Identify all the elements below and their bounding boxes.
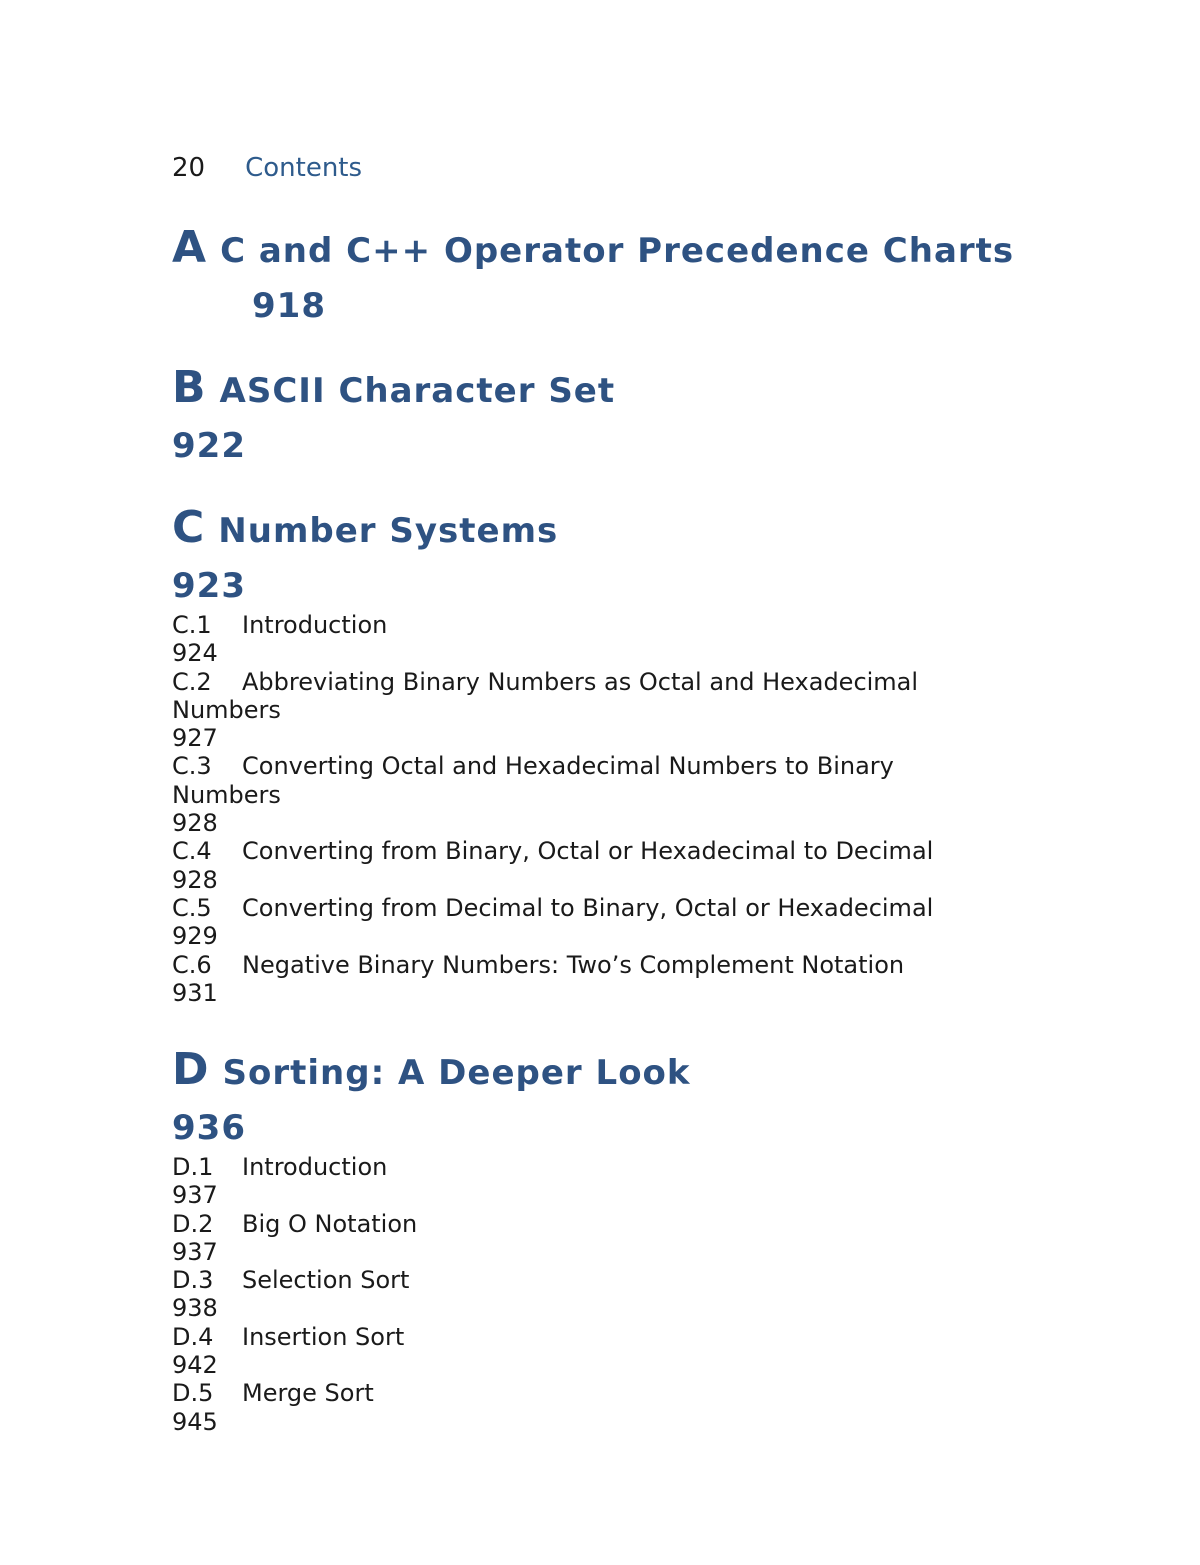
appendix-letter: C bbox=[172, 502, 205, 553]
section-title: Merge Sort bbox=[242, 1379, 374, 1408]
toc-entry-c2[interactable] bbox=[172, 668, 992, 753]
section-number: C.3 bbox=[172, 752, 212, 781]
appendix-c-sections bbox=[172, 611, 992, 1007]
toc-entry-d4[interactable] bbox=[172, 1323, 992, 1380]
section-page: 938 bbox=[172, 1294, 218, 1323]
toc-entry-d3[interactable] bbox=[172, 1266, 992, 1323]
page-number: 20 bbox=[172, 153, 206, 183]
appendix-title: Number Systems bbox=[218, 511, 559, 551]
section-number: C.2 bbox=[172, 667, 212, 696]
section-number: D.3 bbox=[172, 1266, 214, 1295]
appendix-letter: A bbox=[172, 222, 207, 273]
section-title: Converting Octal and Hexadecimal Numbers to Binary Numbers bbox=[172, 752, 894, 809]
section-page: 945 bbox=[172, 1407, 218, 1436]
section-title: Converting from Binary, Octal or Hexadecimal to Decimal bbox=[242, 837, 934, 866]
toc-entry-c4[interactable] bbox=[172, 837, 992, 894]
section-number: D.2 bbox=[172, 1209, 214, 1238]
appendix-d-page: 936 bbox=[172, 1108, 246, 1148]
appendix-d-heading[interactable] bbox=[172, 1044, 691, 1095]
toc-entry-c5[interactable] bbox=[172, 894, 992, 951]
section-title: Big O Notation bbox=[242, 1209, 418, 1238]
section-page: 929 bbox=[172, 922, 218, 951]
appendix-c-page: 923 bbox=[172, 566, 246, 606]
appendix-b-page: 922 bbox=[172, 426, 246, 466]
section-number: D.5 bbox=[172, 1379, 214, 1408]
section-title: Introduction bbox=[242, 611, 388, 639]
section-page: 928 bbox=[172, 865, 218, 894]
toc-entry-d5[interactable] bbox=[172, 1379, 992, 1436]
section-number: C.1 bbox=[172, 611, 212, 639]
appendix-title: ASCII Character Set bbox=[219, 371, 616, 411]
appendix-title: C and C++ Operator Precedence Charts bbox=[220, 231, 1015, 271]
section-title: Introduction bbox=[242, 1153, 388, 1181]
section-number: C.4 bbox=[172, 837, 212, 866]
toc-entry-d1[interactable] bbox=[172, 1153, 992, 1210]
toc-entry-c1[interactable] bbox=[172, 611, 992, 668]
appendix-letter: B bbox=[172, 362, 206, 413]
section-page: 931 bbox=[172, 978, 218, 1007]
section-number: D.1 bbox=[172, 1153, 214, 1181]
section-page: 924 bbox=[172, 639, 218, 668]
section-page: 927 bbox=[172, 724, 218, 753]
toc-entry-c3[interactable] bbox=[172, 752, 992, 837]
appendix-d-sections bbox=[172, 1153, 992, 1436]
section-title: Abbreviating Binary Numbers as Octal and Hexadecimal Numbers bbox=[172, 667, 919, 724]
section-page: 937 bbox=[172, 1181, 218, 1210]
section-title: Insertion Sort bbox=[242, 1322, 405, 1351]
section-number: D.4 bbox=[172, 1322, 214, 1351]
section-page: 942 bbox=[172, 1351, 218, 1380]
section-title: Negative Binary Numbers: Two’s Complement Notation bbox=[242, 950, 905, 979]
section-page: 937 bbox=[172, 1237, 218, 1266]
section-number: C.5 bbox=[172, 893, 212, 922]
appendix-a-page: 918 bbox=[252, 286, 326, 326]
section-title: Converting from Decimal to Binary, Octal or Hexadecimal bbox=[242, 893, 934, 922]
running-title: Contents bbox=[245, 153, 363, 183]
toc-entry-c6[interactable] bbox=[172, 951, 992, 1008]
toc-entry-d2[interactable] bbox=[172, 1210, 992, 1267]
appendix-b-heading[interactable] bbox=[172, 362, 615, 413]
running-header bbox=[172, 152, 362, 184]
section-title: Selection Sort bbox=[242, 1266, 410, 1295]
section-page: 928 bbox=[172, 809, 218, 838]
appendix-a-heading[interactable] bbox=[172, 222, 1014, 273]
section-number: C.6 bbox=[172, 950, 212, 979]
appendix-c-heading[interactable] bbox=[172, 502, 558, 553]
appendix-letter: D bbox=[172, 1044, 209, 1095]
appendix-title: Sorting: A Deeper Look bbox=[222, 1053, 691, 1093]
